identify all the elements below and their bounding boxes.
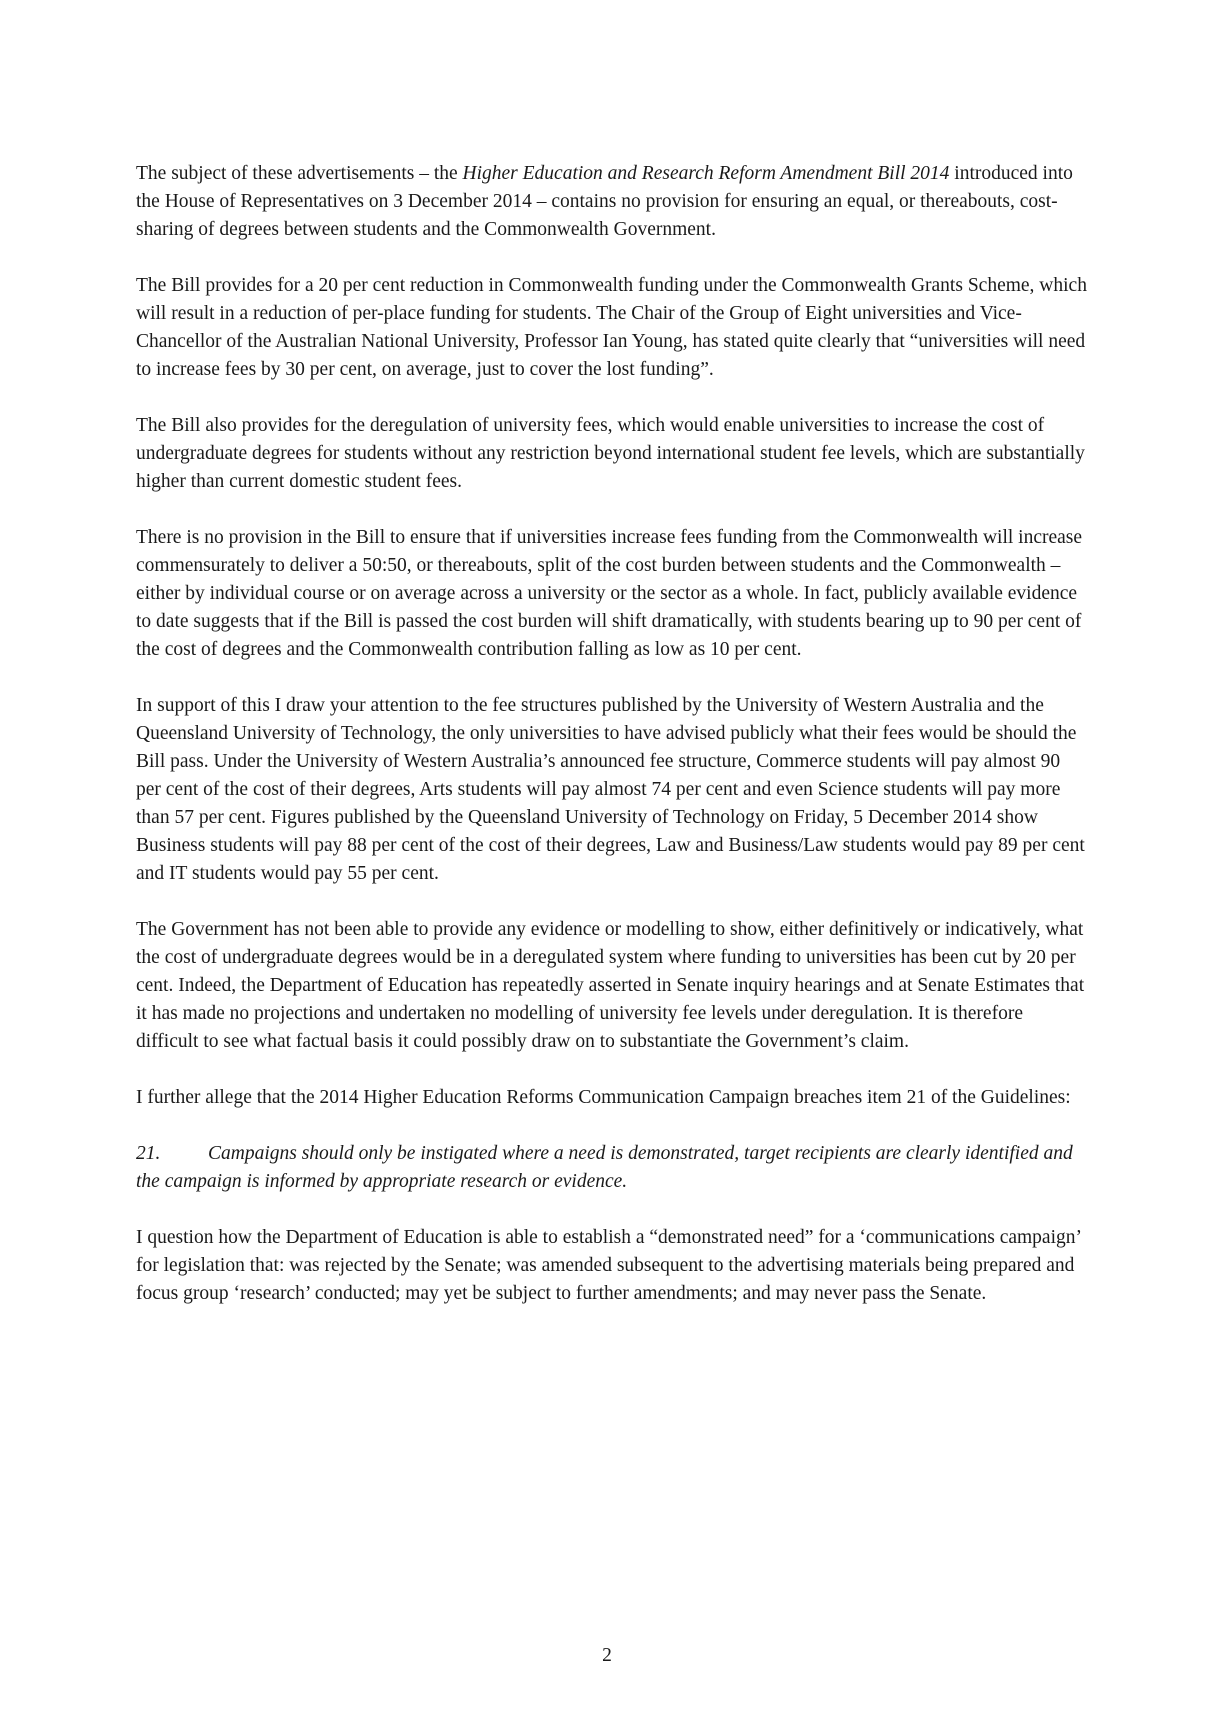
paragraph-cost-burden: There is no provision in the Bill to ensure that if universities increase fees funding from the Commonwealth will increase commensurately to deliver a 50:50, or thereabouts, split of the cost burden between students and the Commonwealth – either by individual course or on average across a university or the sector as a whole. In fact, publicly available evidence to date suggests that if the Bill is passed the cost burden will shift dramatically, with students bearing up to 90 per cent of the cost of degrees and the Commonwealth contribution falling as low as 10 per cent. xyxy=(136,527,1083,660)
document-body xyxy=(136,160,1088,1308)
paragraph-bill-subject xyxy=(136,160,1088,244)
paragraph-fee-structures: In support of this I draw your attention to the fee structures published by the University of Western Australia and the Queensland University of Technology, the only universities to have advised publicly what their fees would be should the Bill pass. Under the University of Western Australia’s announced fee structure, Commerce students will pay almost 90 per cent of the cost of their degrees, Arts students will pay almost 74 per cent and even Science students will pay more than 57 per cent. Figures published by the Queensland University of Technology on Friday, 5 December 2014 show Business students will pay 88 per cent of the cost of their degrees, Law and Business/Law students would pay 89 per cent and IT students would pay 55 per cent. xyxy=(136,695,1085,884)
guideline-item-text: Campaigns should only be instigated where a need is demonstrated, target recipients are clearly identified and the campaign is informed by appropriate research or evidence. xyxy=(136,1143,1073,1192)
paragraph-funding-reduction: The Bill provides for a 20 per cent reduction in Commonwealth funding under the Commonwealth Grants Scheme, which will result in a reduction of per-place funding for students. The Chair of the Group of Eight universities and Vice-Chancellor of the Australian National University, Professor Ian Young, has stated quite clearly that “universities will need to increase fees by 30 per cent, on average, just to cover the lost funding”. xyxy=(136,275,1087,380)
paragraph-text: The subject of these advertisements – the xyxy=(136,163,463,184)
guideline-item-number: 21. xyxy=(136,1143,161,1164)
paragraph-text: introduced into the House of Representatives on 3 December 2014 – contains no provision for ensuring an equal, or thereabouts, cost-sharing of degrees between students and the Commonwealth Government. xyxy=(136,163,1073,240)
guideline-quote xyxy=(136,1140,1088,1196)
paragraph-no-modelling: The Government has not been able to provide any evidence or modelling to show, either definitively or indicatively, what the cost of undergraduate degrees would be in a deregulated system where funding to universities has been cut by 20 per cent. Indeed, the Department of Education has repeatedly asserted in Senate inquiry hearings and at Senate Estimates that it has made no projections and undertaken no modelling of university fee levels under deregulation. It is therefore difficult to see what factual basis it could possibly draw on to substantiate the Government’s claim. xyxy=(136,919,1085,1052)
paragraph-demonstrated-need: I question how the Department of Education is able to establish a “demonstrated need” for a ‘communications campaign’ for legislation that: was rejected by the Senate; was amended subsequent to the advertising materials being prepared and focus group ‘research’ conducted; may yet be subject to further amendments; and may never pass the Senate. xyxy=(136,1227,1081,1304)
bill-title: Higher Education and Research Reform Amendment Bill 2014 xyxy=(462,163,950,184)
paragraph-guidelines-breach: I further allege that the 2014 Higher Education Reforms Communication Campaign breaches item 21 of the Guidelines: xyxy=(136,1087,1071,1108)
page-number: 2 xyxy=(602,1645,612,1666)
paragraph-fee-deregulation: The Bill also provides for the deregulation of university fees, which would enable universities to increase the cost of undergraduate degrees for students without any restriction beyond international student fee levels, which are substantially higher than current domestic student fees. xyxy=(136,415,1085,492)
